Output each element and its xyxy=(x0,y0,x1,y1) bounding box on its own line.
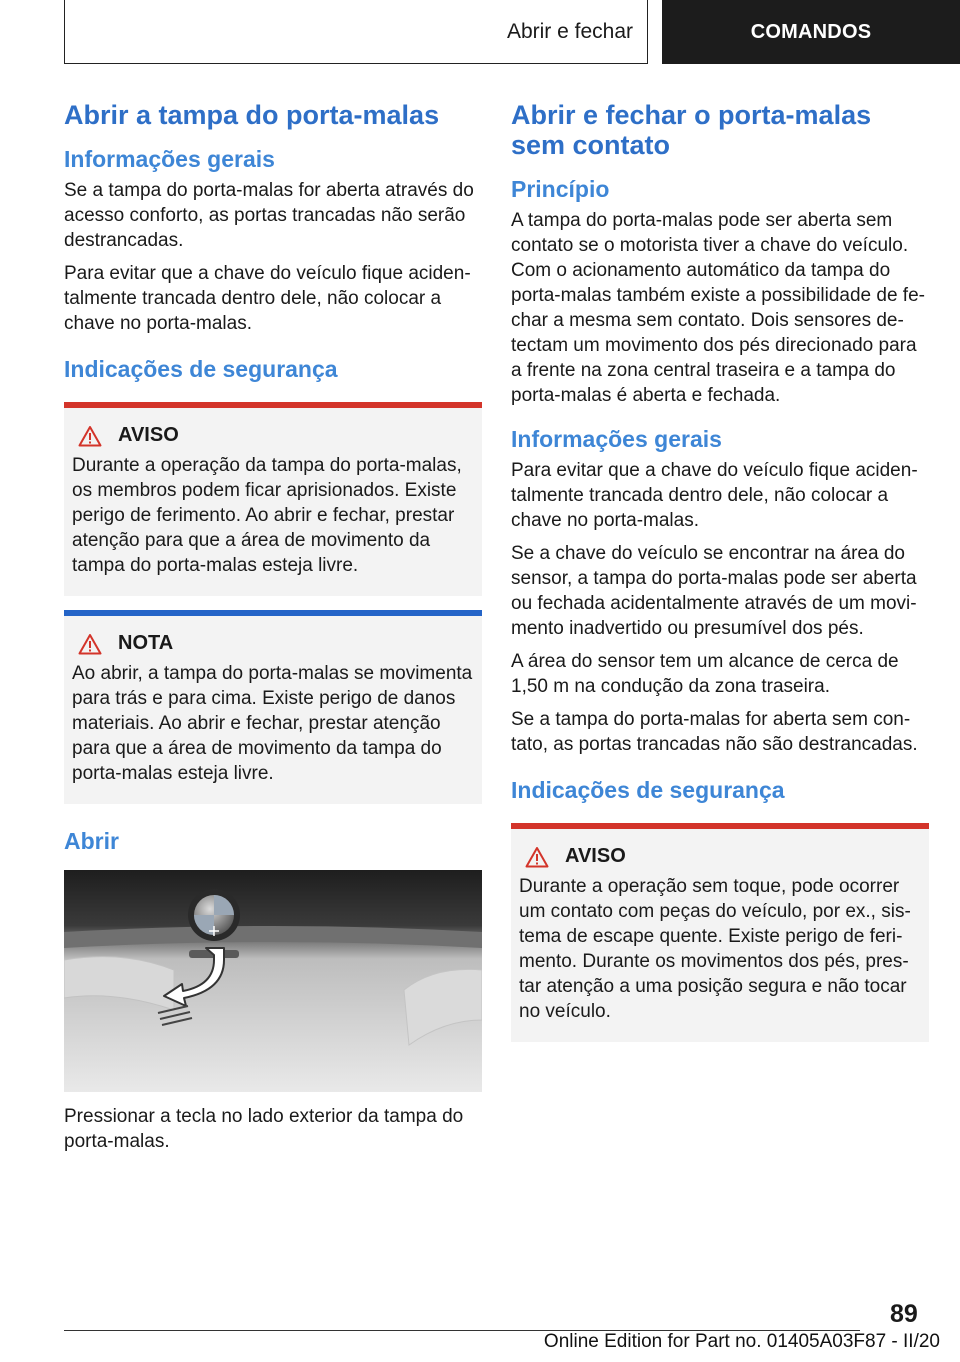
warning-header xyxy=(72,424,474,447)
left-open-heading: Abrir xyxy=(64,828,119,854)
warning-triangle-icon xyxy=(525,846,549,868)
warning-label: AVISO xyxy=(118,424,179,446)
warning-triangle-icon xyxy=(78,425,102,447)
warning-text: Durante a operação sem toque, pode ocorrer um contato com peças do veículo, por ex., sis-tema de escape quente. Existe perigo de feri-mento. Durante os movimentos dos pés, pres-tar atenção a uma posição segura e não tocar no veículo. xyxy=(519,876,911,1022)
left-column xyxy=(64,100,482,1162)
right-general-paragraph-2: Se a chave do veículo se encontrar na área do sensor, a tampa do porta-malas pode ser aberta ou fechada acidentalmente através de um movi-mento inadvertido ou presumível dos pés. xyxy=(511,543,917,639)
warning-label: AVISO xyxy=(565,845,626,867)
warning-box-aviso xyxy=(64,402,482,596)
left-general-paragraph-1: Se a tampa do porta-malas for aberta através do acesso conforto, as portas trancadas não serão destrancadas. xyxy=(64,180,474,251)
principle-paragraph: A tampa do porta-malas pode ser aberta sem contato se o motorista tiver a chave do veículo. Com o acionamento automático da tampa do porta-malas também existe a possibilidade de fe-char a mesma sem contato. Dois sensores de-tectam um movimento dos pés direcionado para a frente na zona central traseira e a tampa do porta-malas é aberta e fechada. xyxy=(511,210,925,406)
footer-edition: Online Edition for Part no. 01405A03F87 - II/20 xyxy=(543,1331,940,1352)
left-general-paragraph-2: Para evitar que a chave do veículo fique aciden-talmente trancada dentro dele, não colocar a chave no porta-malas. xyxy=(64,263,471,334)
header-chapter-tab xyxy=(662,0,960,64)
left-title: Abrir a tampa do porta-malas xyxy=(64,100,440,130)
warning-box-nota xyxy=(64,610,482,804)
right-general-heading: Informações gerais xyxy=(511,426,722,452)
warning-triangle-icon xyxy=(78,633,102,655)
header-chapter-label: COMANDOS xyxy=(750,20,872,43)
right-safety-heading: Indicações de segurança xyxy=(511,777,785,803)
right-general-paragraph-1: Para evitar que a chave do veículo fique aciden-talmente trancada dentro dele, não colocar a chave no porta-malas. xyxy=(511,460,918,531)
left-general-heading: Informações gerais xyxy=(64,146,275,172)
header-section-tab xyxy=(64,0,648,64)
right-general-paragraph-3: A área do sensor tem um alcance de cerca de 1,50 m na condução da zona traseira. xyxy=(511,651,899,697)
note-header xyxy=(72,632,474,655)
open-caption: Pressionar a tecla no lado exterior da tampa do porta-malas. xyxy=(64,1106,464,1152)
header-section-label: Abrir e fechar xyxy=(506,19,633,43)
warning-box-aviso-contactless xyxy=(511,823,929,1042)
warning-text: Durante a operação da tampa do porta-malas, os membros podem ficar aprisionados. Existe perigo de ferimento. Ao abrir e fechar, prestar atenção para que a área de movimento da tampa do porta-malas esteja livre. xyxy=(72,455,462,576)
principle-heading: Princípio xyxy=(511,176,610,202)
right-column xyxy=(511,100,929,1056)
note-text: Ao abrir, a tampa do porta-malas se movimenta para trás e para cima. Existe perigo de danos materiais. Ao abrir e fechar, prestar atenção para que a área de movimento da tampa do porta-malas esteja livre. xyxy=(72,663,473,784)
warning-header xyxy=(519,845,921,868)
right-general-paragraph-4: Se a tampa do porta-malas for aberta sem con-tato, as portas trancadas não são destrancadas. xyxy=(511,709,918,755)
note-label: NOTA xyxy=(118,632,174,654)
page-number: 89 xyxy=(890,1300,918,1328)
left-safety-heading: Indicações de segurança xyxy=(64,356,338,382)
right-title: Abrir e fechar o porta-malas sem contato xyxy=(511,100,872,160)
trunk-button-photo xyxy=(64,870,482,1092)
